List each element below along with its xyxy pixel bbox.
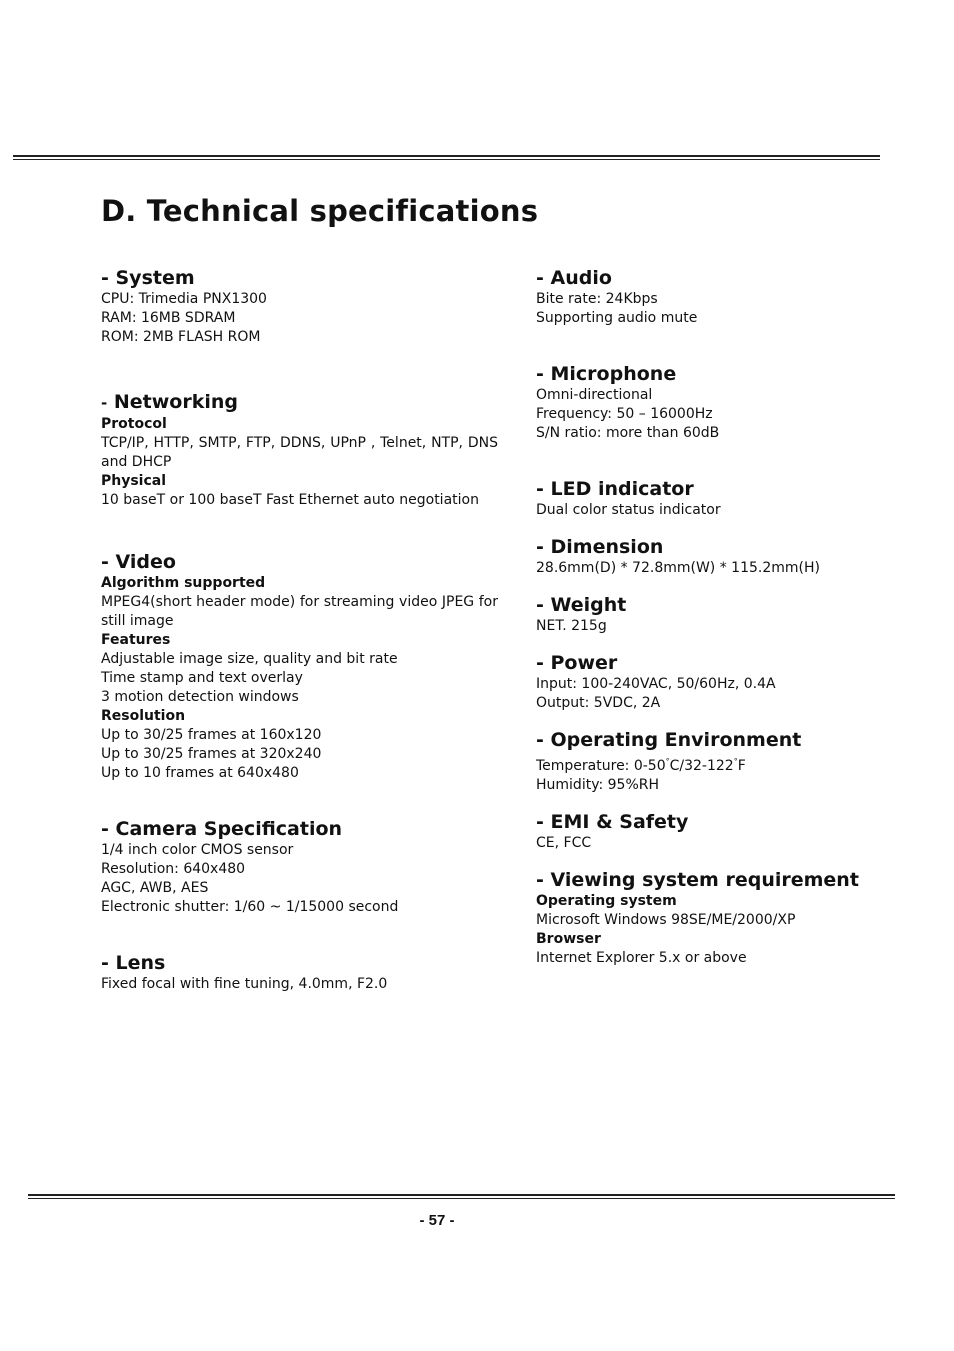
degree-mark: ° (733, 757, 738, 766)
section-heading: - EMI & Safety (536, 811, 689, 833)
spec-line: Supporting audio mute (536, 310, 698, 326)
spec-line: Input: 100-240VAC, 50/60Hz, 0.4A (536, 676, 776, 692)
section-emi-safety (536, 810, 896, 853)
heading-dash: - (101, 394, 108, 412)
section-heading: - Power (536, 652, 618, 674)
spec-line: Up to 10 frames at 640x480 (101, 765, 299, 781)
spec-line: Fixed focal with fine tuning, 4.0mm, F2.0 (101, 976, 388, 992)
section-lens (101, 951, 498, 994)
spec-line: Bite rate: 24Kbps (536, 291, 658, 307)
spec-line: Internet Explorer 5.x or above (536, 950, 747, 966)
temperature-line (536, 752, 896, 776)
spec-line: 3 motion detection windows (101, 689, 299, 705)
footer-rule (28, 1194, 895, 1196)
degree-mark: ° (665, 757, 670, 766)
section-video (101, 550, 498, 783)
spec-line: AGC, AWB, AES (101, 880, 209, 896)
header-rule (13, 155, 880, 157)
spec-line: Resolution: 640x480 (101, 861, 246, 877)
section-heading: - LED indicator (536, 478, 694, 500)
heading-text: Networking (113, 391, 238, 413)
spec-line: 28.6mm(D) * 72.8mm(W) * 115.2mm(H) (536, 560, 820, 576)
section-heading: - Viewing system requirement (536, 869, 859, 891)
section-heading: - Microphone (536, 363, 677, 385)
section-led-indicator (536, 477, 896, 520)
section-heading: - Video (101, 551, 176, 573)
spec-line: Humidity: 95%RH (536, 777, 659, 793)
section-camera (101, 817, 498, 917)
spec-line: RAM: 16MB SDRAM (101, 310, 236, 326)
section-heading: - Lens (101, 952, 166, 974)
spec-line: S/N ratio: more than 60dB (536, 425, 720, 441)
sub-heading: Protocol (101, 416, 167, 432)
spec-line: Up to 30/25 frames at 160x120 (101, 727, 322, 743)
right-column (536, 266, 896, 968)
spec-line: TCP/IP, HTTP, SMTP, FTP, DDNS, UPnP , Telnet, NTP, DNS and DHCP (101, 435, 498, 470)
section-networking (101, 390, 498, 510)
sub-heading: Resolution (101, 708, 186, 724)
sub-heading: Algorithm supported (101, 575, 266, 591)
spec-line: Frequency: 50 – 16000Hz (536, 406, 713, 422)
spec-line: Adjustable image size, quality and bit rate (101, 651, 398, 667)
sub-heading: Physical (101, 473, 167, 489)
sub-heading: Operating system (536, 893, 677, 909)
section-heading (101, 390, 498, 415)
spec-line: CE, FCC (536, 835, 592, 851)
spec-line: 1/4 inch color CMOS sensor (101, 842, 294, 858)
spec-line: ROM: 2MB FLASH ROM (101, 329, 261, 345)
section-heading: - Operating Environment (536, 729, 802, 751)
spec-line: Dual color status indicator (536, 502, 721, 518)
sub-heading: Features (101, 632, 171, 648)
section-heading: - Weight (536, 594, 627, 616)
section-heading: - System (101, 267, 195, 289)
section-weight (536, 593, 896, 636)
section-operating-environment (536, 728, 896, 795)
temp-prefix: Temperature: 0-50 (536, 758, 666, 774)
spec-line: Output: 5VDC, 2A (536, 695, 661, 711)
section-microphone (536, 362, 896, 443)
left-column (101, 266, 498, 994)
spec-line: 10 baseT or 100 baseT Fast Ethernet auto negotiation (101, 492, 479, 508)
spec-line: Electronic shutter: 1/60 ~ 1/15000 second (101, 899, 399, 915)
spec-line: NET. 215g (536, 618, 607, 634)
spec-line: MPEG4(short header mode) for streaming video JPEG for still image (101, 594, 498, 629)
section-power (536, 651, 896, 713)
temp-suffix: F (737, 758, 746, 774)
spec-line: Microsoft Windows 98SE/ME/2000/XP (536, 912, 796, 928)
section-system (101, 266, 498, 347)
temp-mid: C/32-122 (669, 758, 734, 774)
page-number: - 57 - (419, 1212, 455, 1229)
section-heading: - Audio (536, 267, 612, 289)
section-heading: - Camera Specification (101, 818, 343, 840)
page-title: D. Technical specifications (101, 194, 539, 228)
section-audio (536, 266, 896, 328)
spec-line: CPU: Trimedia PNX1300 (101, 291, 267, 307)
spec-line: Up to 30/25 frames at 320x240 (101, 746, 322, 762)
spec-line: Omni-directional (536, 387, 653, 403)
section-viewing-requirement (536, 868, 896, 968)
section-heading: - Dimension (536, 536, 664, 558)
spec-line: Time stamp and text overlay (101, 670, 303, 686)
sub-heading: Browser (536, 931, 601, 947)
section-dimension (536, 535, 896, 578)
